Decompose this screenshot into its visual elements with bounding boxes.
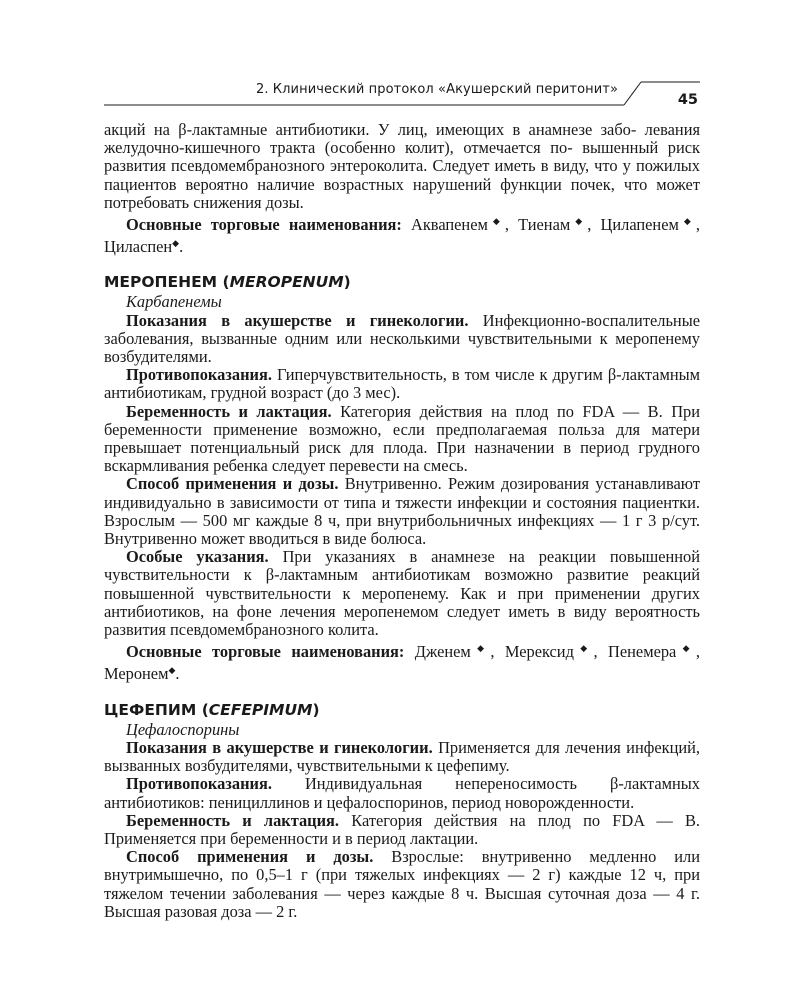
title-close: )	[343, 273, 351, 292]
section-title	[104, 700, 700, 720]
paragraph-text: Дженем◆, Мерексид◆, Пенемера◆, Меронем◆.	[104, 642, 700, 684]
paragraph-text: Категория действия на плод по FDA — B. При беременности применение возможно, если предполагаемая польза для матери превышает потенциальный риск для плода. При назначении в период грудного вскармливания ребенка следует перевести на смесь.	[104, 401, 701, 476]
trademark-diamond-icon: ◆	[676, 643, 696, 654]
intro-line-3: вышенный риск развития псевдомембранозного энтероколита. Следует	[104, 138, 700, 176]
intro-line-1: акций на β-лактамные антибиотики. У лиц, имеющих в анамнезе забо-	[104, 120, 637, 139]
paragraph-label: Особые указания.	[126, 547, 269, 567]
trademark-diamond-icon: ◆	[678, 216, 696, 227]
paragraph-label: Показания в акушерстве и гинекологии.	[126, 737, 433, 757]
paragraph-text: Взрослые: внутривенно медленно или внутримышечно, по 0,5–1 г (при тяжелых инфекциях — 2 г) каждые 12 ч, при тяжелом течении заболевания — через каждые 8 ч. Высшая суточная доза — 4 г. Высшая разовая доза — 2 г.	[104, 847, 700, 921]
paragraph-label: Основные торговые наименования:	[126, 642, 405, 662]
paragraph-text: Индивидуальная непереносимость β-лактамных антибиотиков: пенициллинов и цефалоспоринов, период новорожденности.	[104, 774, 700, 812]
trademark-diamond-icon: ◆	[172, 238, 180, 249]
contraindications-paragraph	[104, 366, 700, 402]
brands-label: Основные торговые наименования:	[126, 215, 402, 235]
drug-latin-name: MEROPENUM	[229, 273, 344, 292]
paragraph-text: Применяется для лечения инфекций, вызванных возбудителями, чувствительными к цефепиму.	[104, 737, 700, 776]
drug-name: МЕРОПЕНЕМ (	[104, 273, 230, 292]
special-notes-paragraph	[104, 548, 700, 639]
trademark-diamond-icon: ◆	[573, 643, 594, 654]
paragraph-text: Внутривенно. Режим дозирования устанавливают индивидуально в зависимости от типа и тяжести инфекции и состояния пациентки. Взрослым — 500 мг каждые 8 ч, при внутрибольничных инфекциях — 1 г 3 р/сут. Внутривенно может вводиться в виде болюса.	[104, 474, 700, 549]
trademark-diamond-icon: ◆	[487, 216, 505, 227]
header-title: 2. Клинический протокол «Акушерский перитонит»	[255, 82, 618, 97]
title-close: )	[312, 700, 320, 719]
intro-paragraph	[104, 121, 700, 212]
brands-paragraph	[104, 639, 700, 683]
contraindications-paragraph	[104, 775, 700, 811]
page-number: 45	[677, 92, 698, 108]
paragraph-text: Категория действия на плод по FDA — B. Применяется при беременности и в период лактации.	[104, 810, 700, 848]
paragraph-label: Противопоказания.	[126, 365, 272, 385]
trademark-diamond-icon: ◆	[470, 643, 491, 654]
intro-brands-paragraph	[104, 212, 700, 256]
running-header	[104, 78, 700, 112]
paragraph-label: Способ применения и дозы.	[126, 474, 339, 494]
brands-text: Аквапенем◆, Тиенам◆, Цилапенем◆, Циласпен◆.	[104, 215, 701, 257]
intro-line-4: иметь в виду, что у пожилых пациентов вероятно наличие возрастных	[104, 156, 700, 194]
header-slant	[624, 82, 641, 105]
drug-latin-name: CEFEPIMUM	[208, 700, 313, 719]
section-cefepime	[104, 700, 700, 921]
paragraph-text: При указаниях в анамнезе на реакции повышенной чувствительности к β-лактамным антибиотикам возможно развитие реакций повышенной чувствительности к меропенему. Как и при применении других антибиотиков, на фоне лечения меропенемом следует иметь в виду вероятность развития псевдомембранозного колита.	[104, 547, 700, 640]
dosage-paragraph	[104, 475, 700, 548]
drug-name: ЦЕФЕПИМ (	[104, 700, 209, 719]
indications-paragraph	[104, 739, 700, 775]
paragraph-label: Беременность и лактация.	[126, 401, 332, 421]
pregnancy-paragraph	[104, 812, 700, 848]
drug-class: Цефалоспорины	[126, 719, 240, 739]
section-title	[104, 272, 700, 292]
paragraph-label: Показания в акушерстве и гинекологии.	[126, 310, 469, 330]
drug-class: Карбапенемы	[126, 292, 222, 312]
pregnancy-paragraph	[104, 403, 700, 476]
paragraph-text: Гиперчувствительность, в том числе к другим β-лактамным антибиотикам, грудной возраст (до 3 мес).	[104, 365, 700, 403]
intro-line-2: левания желудочно-кишечного тракта (особенно колит), отмечается по-	[104, 120, 701, 158]
trademark-diamond-icon: ◆	[168, 665, 176, 676]
paragraph-label: Противопоказания.	[126, 774, 272, 794]
intro-line-5: нарушений функции почек, что может потребовать снижения дозы.	[104, 174, 700, 212]
paragraph-text: Инфекционно-воспалительные заболевания, вызванные одним или несколькими чувствительными к меропенему возбудителями.	[104, 310, 700, 367]
paragraph-label: Способ применения и дозы.	[126, 847, 374, 867]
page-body	[104, 121, 700, 921]
paragraph-label: Беременность и лактация.	[126, 810, 340, 830]
trademark-diamond-icon: ◆	[570, 216, 588, 227]
section-meropenem	[104, 272, 700, 683]
indications-paragraph	[104, 312, 700, 367]
dosage-paragraph	[104, 848, 700, 921]
